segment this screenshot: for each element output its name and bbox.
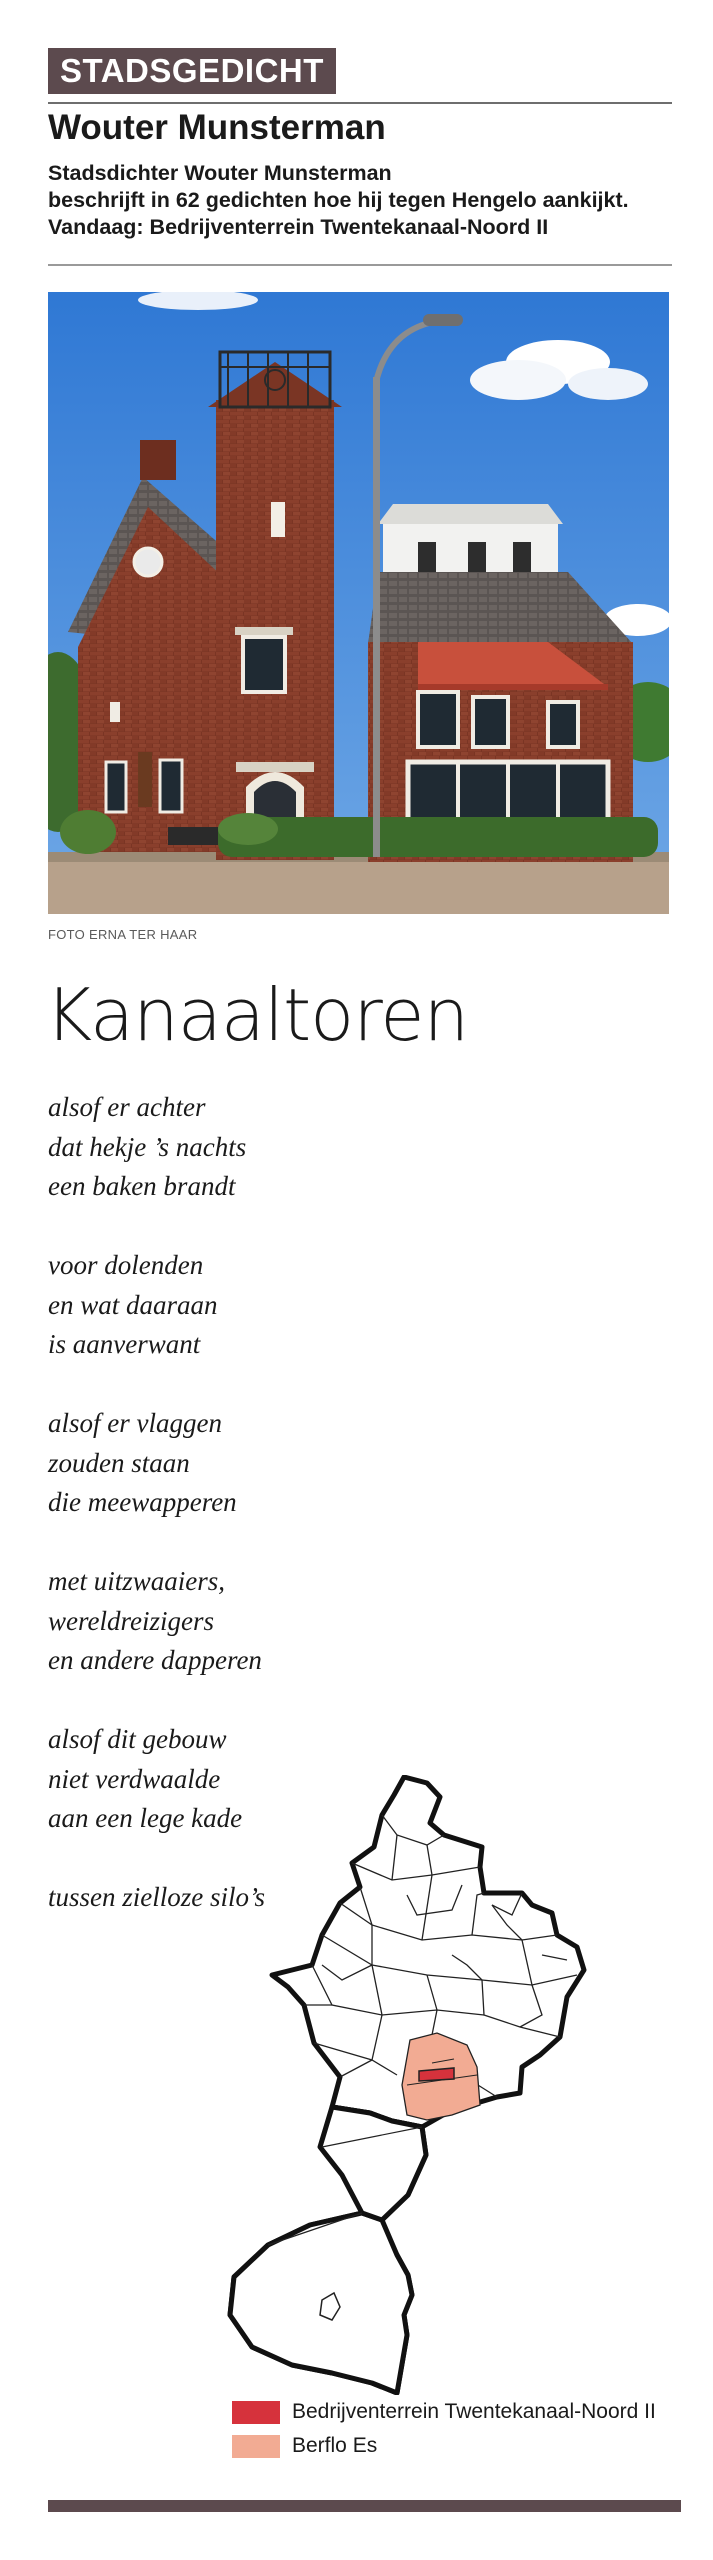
intro-divider — [48, 264, 672, 266]
legend-swatch — [232, 2435, 280, 2458]
poem-line: die meewapperen — [48, 1487, 237, 1517]
poem-line: alsof er achter — [48, 1092, 206, 1122]
building-photo — [48, 292, 669, 914]
intro-line: Stadsdichter Wouter Munsterman — [48, 161, 392, 185]
poem-line: niet verdwaalde — [48, 1763, 221, 1794]
poem-line: wereldreizigers — [48, 1605, 214, 1636]
poem-line: en wat daaraan — [48, 1289, 218, 1320]
legend-item — [232, 2429, 656, 2463]
intro-text — [48, 160, 688, 241]
poem-line: met uitzwaaiers, — [48, 1566, 226, 1596]
author-name: Wouter Munsterman — [48, 108, 386, 147]
poem-line: tussen zielloze silo’s — [48, 1882, 266, 1912]
poem-line: alsof er vlaggen — [48, 1408, 222, 1438]
legend-item — [232, 2395, 656, 2429]
poem-line: voor dolenden — [48, 1250, 204, 1280]
poem-line: zouden staan — [48, 1447, 190, 1478]
photo-credit: FOTO ERNA TER HAAR — [48, 927, 198, 942]
twentekanaal-noord-area — [419, 2068, 454, 2081]
poem-line: en andere dapperen — [48, 1645, 262, 1675]
map-legend — [232, 2395, 656, 2463]
poem-line: alsof dit gebouw — [48, 1724, 227, 1754]
poem-stanza — [48, 1562, 265, 1681]
section-kicker: STADSGEDICHT — [48, 48, 336, 94]
poem-line: is aanverwant — [48, 1329, 201, 1359]
intro-line: beschrijft in 62 gedichten hoe hij tegen Hengelo aankijkt. — [48, 188, 629, 212]
poem-title: Kanaaltoren — [45, 973, 469, 1057]
legend-swatch — [232, 2401, 280, 2424]
header-divider — [48, 102, 672, 104]
district-map — [222, 1775, 692, 2395]
poem-stanza — [48, 1246, 265, 1365]
poem-line: een baken brandt — [48, 1171, 236, 1201]
footer-bar — [48, 2500, 681, 2512]
legend-label: Bedrijventerrein Twentekanaal-Noord II — [292, 2400, 656, 2423]
intro-line: Vandaag: Bedrijventerrein Twentekanaal-Noord II — [48, 215, 549, 239]
poem-line: aan een lege kade — [48, 1803, 243, 1833]
poem-line: dat hekje ’s nachts — [48, 1131, 247, 1162]
legend-label: Berflo Es — [292, 2434, 378, 2457]
poem-stanza — [48, 1404, 265, 1523]
poem-stanza — [48, 1088, 265, 1207]
